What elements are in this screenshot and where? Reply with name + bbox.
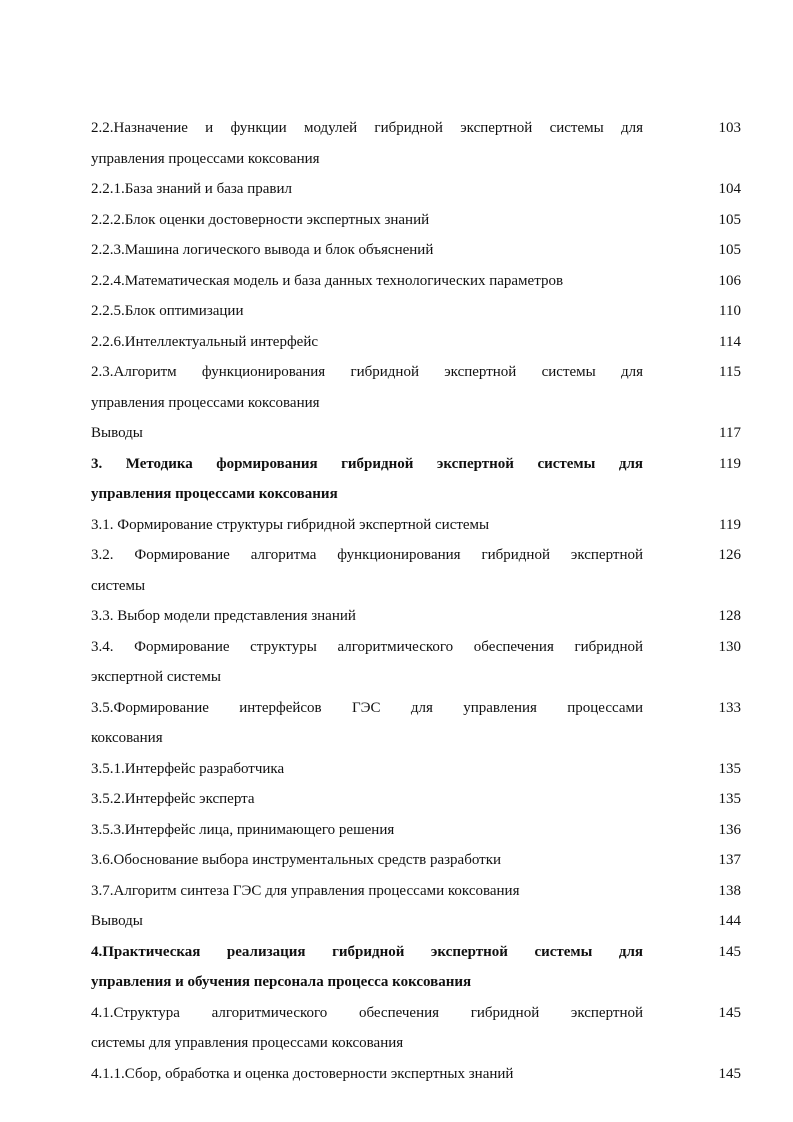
- toc-entry: [91, 754, 741, 785]
- toc-entry-page-number: 106: [718, 272, 741, 289]
- toc-entry-page-number: 130: [718, 638, 741, 655]
- toc-entry-title-line: 3.5.1.Интерфейс разработчика: [91, 760, 285, 777]
- toc-entry-title-line: 2.2.1.База знаний и база правил: [91, 181, 292, 197]
- toc-entry-title-continuation: коксования: [91, 730, 163, 746]
- toc-entry-page-number: 144: [718, 913, 741, 929]
- toc-entry-page-number: 119: [719, 516, 741, 533]
- toc-entry-title: [91, 1059, 643, 1090]
- toc-entry-title: [91, 937, 643, 998]
- toc-entry-page-number: 145: [718, 1004, 741, 1021]
- toc-entry-page-number: 105: [718, 242, 741, 258]
- toc-entry-page-number: 115: [719, 364, 741, 380]
- toc-entry: [91, 937, 741, 998]
- toc-entry: [91, 876, 741, 907]
- toc-entry-title-continuation: управления процессами коксования: [91, 486, 338, 502]
- toc-entry-title-line: 4.Практическая реализация гибридной экспертной системы для: [91, 943, 643, 960]
- toc-entry: [91, 418, 741, 449]
- toc-entry: [91, 266, 741, 297]
- toc-entry-page-number: 110: [719, 303, 741, 319]
- toc-entry-page-number: 145: [718, 943, 741, 960]
- toc-entry-title: [91, 113, 643, 174]
- toc-entry-page-number: 135: [718, 791, 741, 807]
- toc-entry-title-line: Выводы: [91, 913, 143, 929]
- toc-entry-title-line: 3.6.Обоснование выбора инструментальных средств разработки: [91, 852, 502, 868]
- toc-entry-title-line: 2.2.4.Математическая модель и база данных технологических параметров: [91, 272, 564, 289]
- toc-entry-title-continuation: управления и обучения персонала процесса коксования: [91, 974, 472, 990]
- toc-entry-title-line: 2.2.6.Интеллектуальный интерфейс: [91, 333, 319, 350]
- toc-entry: [91, 296, 741, 327]
- table-of-contents: [91, 113, 741, 1089]
- toc-entry-page-number: 117: [719, 425, 741, 441]
- toc-entry-title-line: 4.1.Структура алгоритмического обеспечения гибридной экспертной: [91, 1004, 643, 1021]
- toc-entry-title: [91, 845, 643, 876]
- toc-entry: [91, 540, 741, 601]
- toc-entry: [91, 205, 741, 236]
- toc-entry-title: [91, 510, 643, 541]
- toc-entry-title-line: 3.5.3.Интерфейс лица, принимающего решения: [91, 821, 395, 838]
- toc-entry-title: [91, 235, 643, 266]
- toc-entry-title: [91, 815, 643, 846]
- toc-entry-title: [91, 601, 643, 632]
- toc-entry-page-number: 119: [719, 455, 741, 472]
- toc-entry-title-continuation: экспертной системы: [91, 669, 221, 685]
- toc-entry-page-number: 137: [718, 852, 741, 868]
- toc-entry-title: [91, 906, 643, 937]
- toc-entry: [91, 357, 741, 418]
- toc-entry-title: [91, 449, 643, 510]
- toc-entry-title: [91, 540, 643, 601]
- toc-entry-title-line: 2.2.Назначение и функции модулей гибридной экспертной системы для: [91, 120, 643, 136]
- toc-entry: [91, 906, 741, 937]
- toc-entry: [91, 235, 741, 266]
- toc-entry-page-number: 128: [718, 608, 741, 624]
- toc-entry-title: [91, 754, 643, 785]
- toc-entry-title: [91, 357, 643, 418]
- toc-entry: [91, 510, 741, 541]
- toc-entry-title-line: 2.3.Алгоритм функционирования гибридной экспертной системы для: [91, 364, 643, 380]
- toc-entry-title-line: 4.1.1.Сбор, обработка и оценка достоверности экспертных знаний: [91, 1065, 514, 1082]
- toc-entry-page-number: 138: [718, 882, 741, 899]
- toc-entry: [91, 845, 741, 876]
- toc-entry-title-line: 3.5.Формирование интерфейсов ГЭС для управления процессами: [91, 699, 643, 716]
- toc-entry: [91, 1059, 741, 1090]
- toc-entry-page-number: 133: [718, 699, 741, 716]
- toc-entry-page-number: 136: [718, 821, 741, 838]
- toc-entry-title: [91, 418, 643, 449]
- toc-entry-page-number: 104: [718, 181, 741, 197]
- toc-entry-page-number: 135: [718, 760, 741, 777]
- toc-entry-title: [91, 174, 643, 205]
- toc-entry-title: [91, 632, 643, 693]
- toc-entry: [91, 174, 741, 205]
- toc-entry-title: [91, 784, 643, 815]
- toc-entry-page-number: 126: [718, 547, 741, 563]
- toc-entry-title: [91, 876, 643, 907]
- toc-entry: [91, 632, 741, 693]
- toc-entry-title-line: 3.3. Выбор модели представления знаний: [91, 608, 356, 624]
- toc-entry-title-line: 2.2.3.Машина логического вывода и блок объяснений: [91, 242, 434, 258]
- toc-entry: [91, 693, 741, 754]
- toc-entry-page-number: 114: [719, 333, 741, 350]
- toc-entry-title: [91, 296, 643, 327]
- toc-entry-title-continuation: системы: [91, 577, 146, 594]
- toc-entry: [91, 113, 741, 174]
- toc-entry-title: [91, 327, 643, 358]
- toc-entry-page-number: 145: [718, 1065, 741, 1082]
- toc-entry-title-continuation: управления процессами коксования: [91, 394, 320, 411]
- toc-entry-title: [91, 998, 643, 1059]
- toc-entry-title-line: 3.7.Алгоритм синтеза ГЭС для управления процессами коксования: [91, 882, 520, 899]
- toc-entry-page-number: 103: [718, 120, 741, 136]
- toc-entry-title: [91, 205, 643, 236]
- toc-entry-title-line: 2.2.5.Блок оптимизации: [91, 303, 244, 319]
- toc-entry-title-line: 3.5.2.Интерфейс эксперта: [91, 791, 255, 807]
- toc-entry-title-line: 3.1. Формирование структуры гибридной экспертной системы: [91, 516, 490, 533]
- toc-entry: [91, 815, 741, 846]
- toc-entry: [91, 449, 741, 510]
- toc-entry-title-line: Выводы: [91, 425, 143, 441]
- toc-entry-page-number: 105: [718, 211, 741, 228]
- toc-entry-title-line: 3.4. Формирование структуры алгоритмического обеспечения гибридной: [91, 638, 643, 655]
- toc-entry-title-line: 3.2. Формирование алгоритма функционирования гибридной экспертной: [91, 547, 643, 563]
- toc-entry-title: [91, 693, 643, 754]
- toc-entry: [91, 327, 741, 358]
- toc-entry: [91, 784, 741, 815]
- toc-entry-title-line: 3. Методика формирования гибридной экспертной системы для: [91, 455, 643, 472]
- toc-entry: [91, 998, 741, 1059]
- toc-entry: [91, 601, 741, 632]
- toc-entry-title: [91, 266, 643, 297]
- toc-entry-title-continuation: системы для управления процессами коксования: [91, 1035, 404, 1051]
- toc-entry-title-line: 2.2.2.Блок оценки достоверности экспертных знаний: [91, 211, 430, 228]
- toc-entry-title-continuation: управления процессами коксования: [91, 150, 320, 167]
